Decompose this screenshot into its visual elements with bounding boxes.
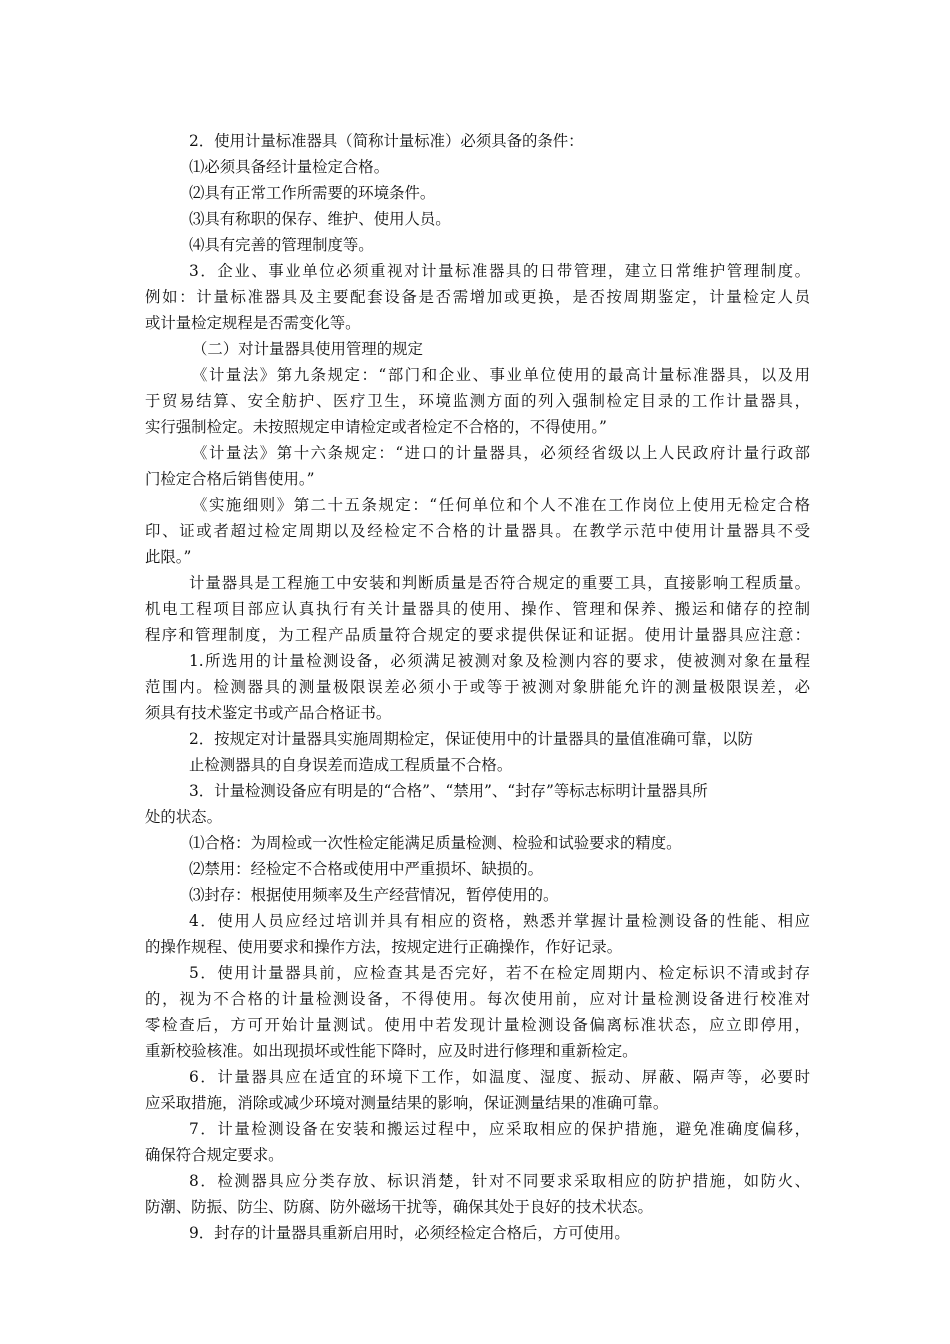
text-line: 2．按规定对计量器具实施周期检定，保证使用中的计量器具的量值准确可靠，以防 bbox=[189, 730, 753, 748]
text-line: （二）对计量器具使用管理的规定 bbox=[192, 340, 423, 358]
text-line: ⑷具有完善的管理制度等。 bbox=[189, 236, 374, 254]
text-line: 实行强制检定。未按照规定申请检定或者检定不合格的，不得使用。” bbox=[145, 418, 607, 436]
text-line: 1.所选用的计量检测设备，必须满足被测对象及检测内容的要求，使被测对象在量程 bbox=[189, 652, 810, 670]
text-line: 计量器具是工程施工中安装和判断质量是否符合规定的重要工具，直接影响工程质量。 bbox=[189, 574, 810, 592]
text-line: 应采取措施，消除或减少环境对测量结果的影响，保证测量结果的准确可靠。 bbox=[145, 1094, 669, 1112]
text-line: 7．计量检测设备在安装和搬运过程中，应采取相应的保护措施，避免准确度偏移， bbox=[189, 1120, 810, 1138]
text-line: 门检定合格后销售使用。” bbox=[145, 470, 315, 488]
text-line: ⑵禁用：经检定不合格或使用中严重损坏、缺损的。 bbox=[189, 860, 543, 878]
text-line: 印、证或者超过检定周期以及经检定不合格的计量器具。在教学示范中使用计量器具不受 bbox=[145, 522, 810, 540]
text-line: 程序和管理制度，为工程产品质量符合规定的要求提供保证和证据。使用计量器具应注意： bbox=[145, 626, 810, 644]
text-line: 《计量法》第九条规定：“部门和企业、事业单位使用的最高计量标准器具，以及用 bbox=[192, 366, 810, 384]
text-line: 于贸易结算、安全舫护、医疗卫生，环境监测方面的列入强制检定目录的工作计量器具， bbox=[145, 392, 810, 410]
text-line: 此限。” bbox=[145, 548, 192, 566]
text-line: 零检查后，方可开始计量测试。使用中若发现计量检测设备偏离标准状态，应立即停用， bbox=[145, 1016, 810, 1034]
text-line: 或计量检定规程是否需变化等。 bbox=[145, 314, 361, 332]
text-line: ⑶具有称职的保存、维护、使用人员。 bbox=[189, 210, 451, 228]
text-line: 确保符合规定要求。 bbox=[145, 1146, 284, 1164]
text-line: 防潮、防振、防尘、防腐、防外磁场干扰等，确保其处于良好的技术状态。 bbox=[145, 1198, 653, 1216]
text-line: 《实施细则》第二十五条规定：“任何单位和个人不准在工作岗位上使用无检定合格 bbox=[192, 496, 810, 514]
text-line: 4．使用人员应经过培训并具有相应的资格，熟悉并掌握计量检测设备的性能、相应 bbox=[189, 912, 810, 930]
document-body bbox=[145, 128, 810, 1246]
text-line: 9．封存的计量器具重新启用时，必须经检定合格后，方可使用。 bbox=[189, 1224, 630, 1242]
text-line: 6．计量器具应在适宜的环境下工作，如温度、湿度、振动、屏蔽、隔声等，必要时 bbox=[189, 1068, 810, 1086]
text-line: 例如：计量标准器具及主要配套设备是否需增加或更换，是否按周期鉴定，计量检定人员 bbox=[145, 288, 810, 306]
text-line: ⑴必须具备经计量检定合格。 bbox=[189, 158, 390, 176]
text-line: 《计量法》第十六条规定：“进口的计量器具，必须经省级以上人民政府计量行政部 bbox=[192, 444, 810, 462]
text-line: 须具有技术鉴定书或产品合格证书。 bbox=[145, 704, 392, 722]
text-line: 止检测器具的自身误差而造成工程质量不合格。 bbox=[189, 756, 513, 774]
text-line: ⑶封存：根据使用频率及生产经营情况，暂停使用的。 bbox=[189, 886, 559, 904]
text-line: 机电工程项目部应认真执行有关计量器具的使用、操作、管理和保养、搬运和储存的控制 bbox=[145, 600, 810, 618]
text-line: 5．使用计量器具前，应检查其是否完好，若不在检定周期内、检定标识不清或封存 bbox=[189, 964, 810, 982]
text-line: 2．使用计量标准器具（简称计量标准）必须具备的条件： bbox=[189, 132, 584, 150]
text-line: 的，视为不合格的计量检测设备，不得使用。每次使用前，应对计量检测设备进行校准对 bbox=[145, 990, 810, 1008]
text-line: 3．企业、事业单位必须重视对计量标准器具的日带管理，建立日常维护管理制度。 bbox=[189, 262, 810, 280]
text-line: 8．检测器具应分类存放、标识消楚，针对不同要求采取相应的防护措施，如防火、 bbox=[189, 1172, 810, 1190]
text-line: ⑴合格：为周检或一次性检定能满足质量检测、检验和试验要求的精度。 bbox=[189, 834, 682, 852]
text-line: 3．计量检测设备应有明是的“合格”、“禁用”、“封存”等标志标明计量器具所 bbox=[189, 782, 708, 800]
text-line: 处的状态。 bbox=[145, 808, 222, 826]
text-line: 的操作规程、使用要求和操作方法，按规定进行正确操作，作好记录。 bbox=[145, 938, 623, 956]
text-line: 范围内。检测器具的测量极限误差必须小于或等于被测对象肼能允许的测量极限误差，必 bbox=[145, 678, 810, 696]
text-line: 重新校验核准。如出现损坏或性能下降时，应及时进行修理和重新检定。 bbox=[145, 1042, 638, 1060]
text-line: ⑵具有正常工作所需要的环境条件。 bbox=[189, 184, 436, 202]
